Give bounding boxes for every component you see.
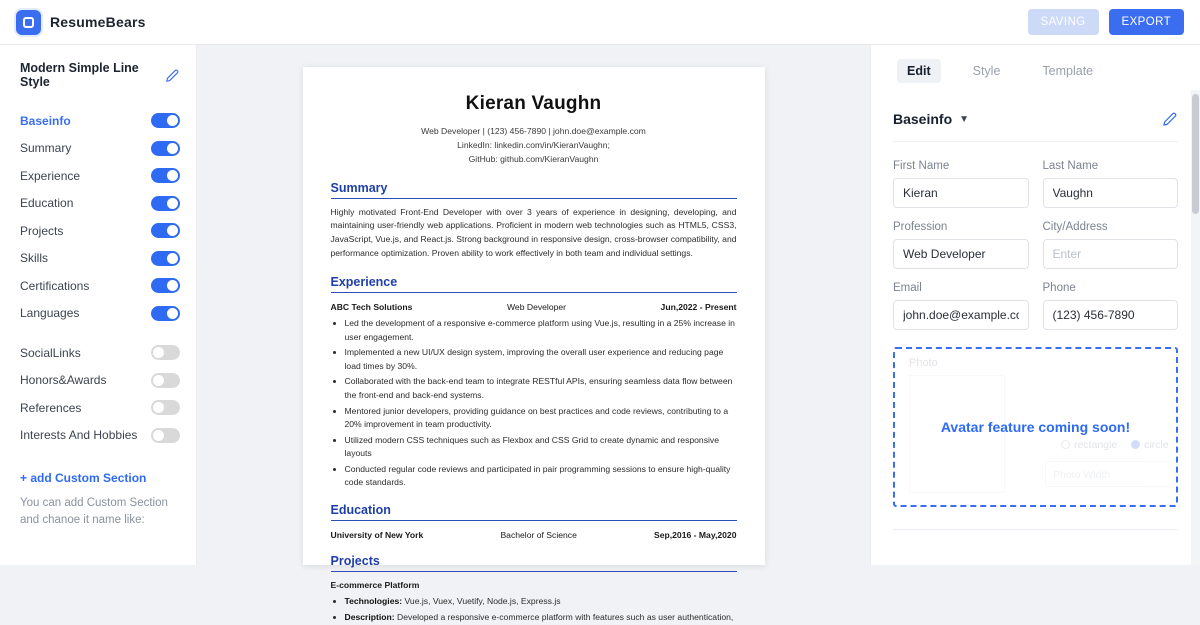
avatar-photo-label: Photo: [909, 357, 938, 369]
toggle-projects[interactable]: [151, 223, 180, 238]
education-degree: Bachelor of Science: [500, 530, 577, 541]
add-custom-section-button[interactable]: + add Custom Section: [20, 471, 147, 485]
form-row-contact: [893, 282, 1178, 330]
resume-paper[interactable]: [303, 67, 765, 623]
toggle-experience[interactable]: [151, 168, 180, 183]
sidebar-item-summary[interactable]: [20, 135, 180, 163]
education-school: University of New York: [330, 530, 424, 541]
sidebar-item-baseinfo[interactable]: [20, 107, 180, 135]
top-bar: [0, 0, 1200, 45]
resume-contact: [331, 124, 737, 167]
page-scrollbar-thumb[interactable]: [1192, 94, 1199, 214]
resume-education-row: [331, 530, 737, 540]
label-first-name: First Name: [893, 160, 950, 172]
resume-experience-header: [331, 302, 737, 312]
chevron-down-icon[interactable]: ▼: [959, 113, 970, 125]
label-profession: Profession: [893, 221, 948, 233]
field-city-address: [1043, 221, 1179, 269]
saving-status-button[interactable]: SAVING: [1028, 9, 1099, 35]
toggle-education[interactable]: [151, 196, 180, 211]
toggle-baseinfo[interactable]: [151, 113, 180, 128]
sidebar-item-label: Languages: [20, 306, 80, 321]
sidebar: [0, 45, 197, 565]
sidebar-item-certifications[interactable]: [20, 272, 180, 300]
avatar-width-input[interactable]: Photo Width: [1045, 461, 1175, 487]
tab-style[interactable]: Style: [972, 64, 1001, 78]
experience-dates: Jun,2022 - Present: [660, 302, 737, 313]
form-row-profession: [893, 221, 1178, 269]
resume-summary-heading: Summary: [331, 181, 737, 199]
experience-bullet: • Collaborated with the back-end team to integrate RESTful APIs, ensuring seamless data flow between the front-end and back-end systems.: [345, 375, 737, 402]
sidebar-item-skills[interactable]: [20, 245, 180, 273]
experience-role: Web Developer: [506, 302, 567, 313]
first-name-input[interactable]: [893, 178, 1029, 208]
experience-bullet: • Implemented a new UI/UX design system, improving the overall user experience and reducing page load times by 30%.: [345, 346, 737, 373]
resume-experience-bullets: [331, 317, 737, 489]
sidebar-item-label: Skills: [20, 251, 49, 266]
section-toggle-list: [0, 107, 196, 449]
sidebar-item-references[interactable]: [20, 394, 180, 422]
label-email: Email: [893, 282, 922, 294]
toggle-sociallinks[interactable]: [151, 345, 180, 360]
sidebar-item-education[interactable]: [20, 190, 180, 218]
toggle-languages[interactable]: [151, 306, 180, 321]
toggle-certifications[interactable]: [151, 278, 180, 293]
sidebar-item-languages[interactable]: [20, 300, 180, 328]
project-description-value: Developed a responsive e-commerce platform with features such as user authentication,: [397, 612, 734, 623]
experience-company: ABC Tech Solutions: [330, 302, 413, 313]
tab-edit[interactable]: Edit: [897, 59, 941, 83]
project-description: [345, 611, 737, 624]
avatar-shape-rectangle: rectangle: [1061, 439, 1117, 451]
avatar-coming-soon-message: Avatar feature coming soon!: [940, 419, 1131, 435]
project-description-label: Description:: [344, 612, 395, 623]
resume-experience-heading: Experience: [331, 275, 737, 293]
city-address-input[interactable]: [1043, 239, 1179, 269]
sidebar-item-label: Baseinfo: [20, 113, 71, 128]
profession-input[interactable]: [893, 239, 1029, 269]
project-technologies-label: Technologies:: [344, 596, 403, 607]
sidebar-header: [0, 61, 196, 89]
panel-divider: [893, 529, 1178, 530]
email-input[interactable]: [893, 300, 1029, 330]
editor-tabs: [893, 59, 1178, 83]
page-scrollbar[interactable]: [1191, 90, 1200, 565]
sidebar-item-label: SocialLinks: [20, 345, 81, 360]
experience-bullet: • Utilized modern CSS techniques such as Flexbox and CSS Grid to create dynamic and responsive layouts: [345, 434, 737, 461]
avatar-shape-options[interactable]: [1061, 439, 1169, 451]
field-first-name: [893, 160, 1029, 208]
template-style-name: Modern Simple Line Style: [20, 61, 139, 89]
sidebar-item-label: References: [20, 400, 82, 415]
top-bar-actions: [1028, 9, 1185, 35]
label-last-name: Last Name: [1042, 160, 1099, 172]
label-city-address: City/Address: [1042, 221, 1108, 233]
resume-name: Kieran Vaughn: [465, 93, 602, 114]
last-name-input[interactable]: [1043, 178, 1179, 208]
field-last-name: [1043, 160, 1179, 208]
editor-section-title: Baseinfo: [893, 111, 953, 127]
avatar-upload-area[interactable]: [893, 347, 1178, 507]
project-name: E-commerce Platform: [330, 580, 420, 591]
tab-template[interactable]: Template: [1042, 64, 1094, 78]
sidebar-item-honors-awards[interactable]: [20, 367, 180, 395]
sidebar-item-experience[interactable]: [20, 162, 180, 190]
sidebar-item-label: Honors&Awards: [20, 373, 107, 388]
brand[interactable]: [16, 10, 146, 35]
project-technologies-value: Vue.js, Vuex, Vuetify, Node.js, Express.js: [404, 596, 561, 607]
experience-bullet: • Led the development of a responsive e-commerce platform using Vue.js, resulting in a 25% increase in user engagement.: [345, 317, 737, 344]
sidebar-item-label: Certifications: [20, 278, 90, 293]
experience-bullet: • Conducted regular code reviews and participated in pair programming sessions to ensure high-quality code standards.: [345, 463, 737, 490]
sidebar-item-label: Education: [20, 196, 74, 211]
experience-bullet: • Mentored junior developers, providing guidance on best practices and code reviews, contributing to a 20% improvement in team productivity.: [345, 405, 737, 432]
export-button[interactable]: EXPORT: [1109, 9, 1184, 35]
contact-line-3: GitHub: github.com/KieranVaughn: [468, 154, 599, 165]
toggle-skills[interactable]: [151, 251, 180, 266]
label-phone: Phone: [1042, 282, 1076, 294]
contact-line-2: LinkedIn: linkedin.com/in/KieranVaughn;: [457, 140, 610, 151]
toggle-summary[interactable]: [151, 141, 180, 156]
resume-preview-area: [197, 45, 870, 623]
editor-section-header[interactable]: [893, 111, 1178, 142]
field-phone: [1043, 282, 1179, 330]
field-profession: [893, 221, 1029, 269]
resume-summary-text: Highly motivated Front-End Developer with over 3 years of experience in designing, developing, and maintaining user-friendly web applications. Proficient in modern web technologies such as HTML5, CSS3, JavaScript, Vue.js, and React.js. Strong background in responsive design, cross-browser compatibility, and performance optimization. Proven ability to work effectively in both team and individual settings.: [330, 206, 737, 259]
app-logo-icon: [16, 10, 41, 35]
brand-name: ResumeBears: [50, 14, 146, 30]
toggle-honors-awards[interactable]: [151, 373, 180, 388]
sidebar-item-sociallinks[interactable]: [20, 339, 180, 367]
section-edit-pencil-icon[interactable]: [1162, 111, 1178, 127]
toggle-interests-hobbies[interactable]: [151, 428, 180, 443]
avatar-shape-circle: circle: [1131, 439, 1169, 451]
sidebar-item-interests-hobbies[interactable]: [20, 422, 180, 450]
editor-panel: [870, 45, 1200, 565]
sidebar-note: You can add Custom Section and chanoe it name like:: [20, 497, 168, 526]
resume-projects-heading: Projects: [331, 554, 737, 572]
field-email: [893, 282, 1029, 330]
project-technologies: [345, 595, 737, 608]
contact-line-1: Web Developer | (123) 456-7890 | john.doe@example.com: [421, 126, 646, 136]
sidebar-item-projects[interactable]: [20, 217, 180, 245]
phone-input[interactable]: [1043, 300, 1179, 330]
form-row-name: [893, 160, 1178, 208]
sidebar-item-label: Summary: [20, 141, 72, 156]
sidebar-item-label: Projects: [20, 223, 64, 238]
resume-education-heading: Education: [331, 503, 737, 521]
sidebar-item-label: Experience: [20, 168, 81, 183]
baseinfo-form: [893, 160, 1178, 343]
sidebar-item-label: Interests And Hobbies: [20, 428, 138, 443]
education-dates: Sep,2016 - May,2020: [654, 530, 737, 541]
resume-project-bullets: [331, 595, 737, 624]
toggle-references[interactable]: [151, 400, 180, 415]
edit-pencil-icon[interactable]: [165, 68, 180, 83]
body: [0, 45, 1200, 623]
list-spacer: [20, 327, 180, 339]
